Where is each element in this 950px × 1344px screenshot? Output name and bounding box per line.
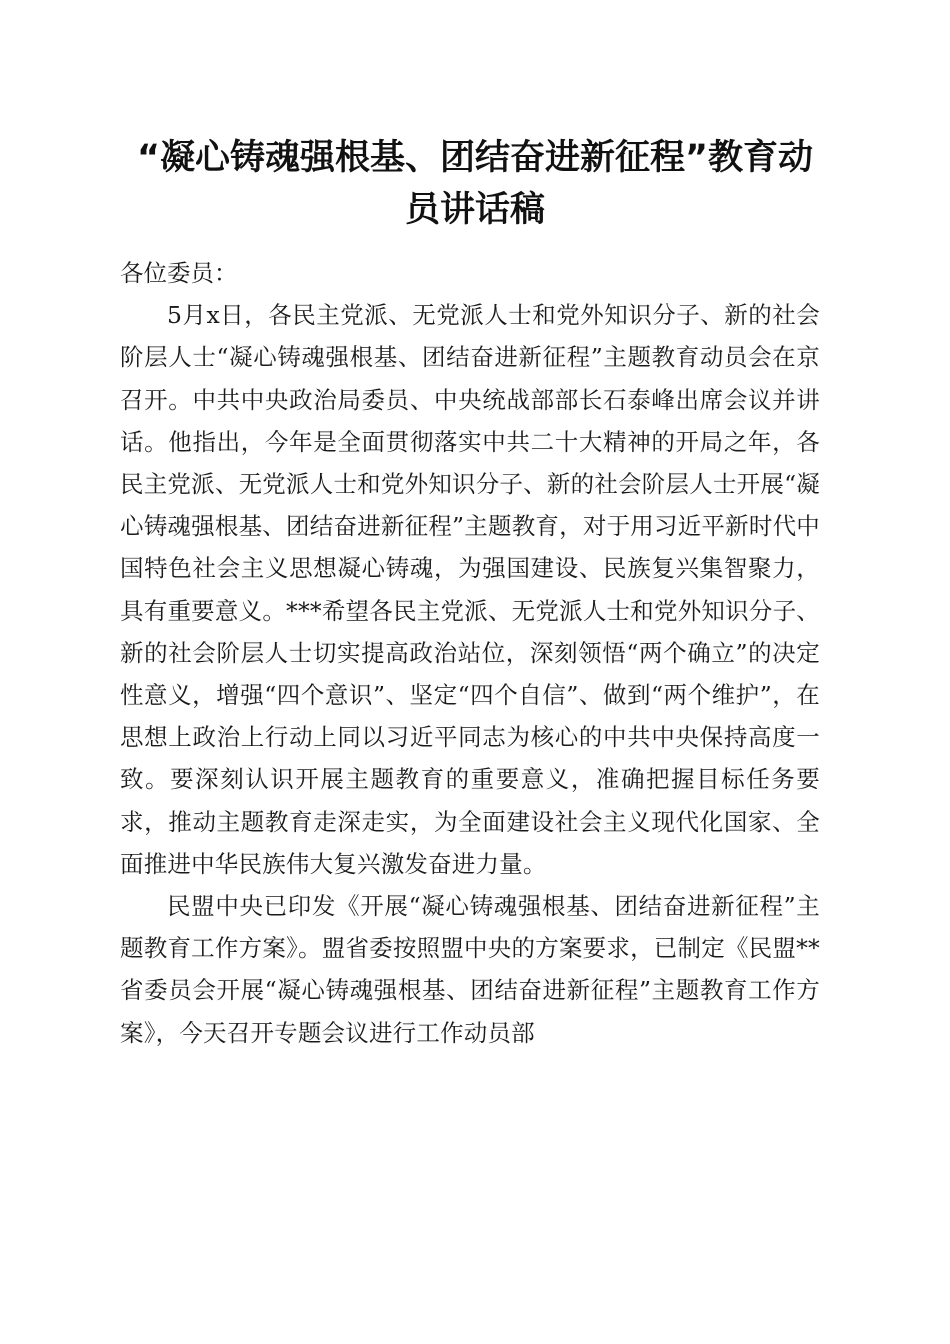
body-paragraph-2: 民盟中央已印发《开展“凝心铸魂强根基、团结奋进新征程”主题教育工作方案》。盟省委按照盟中央的方案要求，已制定《民盟**省委员会开展“凝心铸魂强根基、团结奋进新征程”主题教育工作方案》，今天召开专题会议进行工作动员部 — [120, 892, 820, 1047]
document-body — [120, 252, 820, 1054]
salutation: 各位委员： — [120, 259, 238, 287]
body-paragraph-1: 5月x日，各民主党派、无党派人士和党外知识分子、新的社会阶层人士“凝心铸魂强根基、团结奋进新征程”主题教育动员会在京召开。中共中央政治局委员、中央统战部部长石泰峰出席会议并讲话。他指出，今年是全面贯彻落实中共二十大精神的开局之年，各民主党派、无党派人士和党外知识分子、新的社会阶层人士开展“凝心铸魂强根基、团结奋进新征程”主题教育，对于用习近平新时代中国特色社会主义思想凝心铸魂，为强国建设、民族复兴集智聚力，具有重要意义。***希望各民主党派、无党派人士和党外知识分子、新的社会阶层人士切实提高政治站位，深刻领悟“两个确立”的决定性意义，增强“四个意识”、坚定“四个自信”、做到“两个维护”，在思想上政治上行动上同以习近平同志为核心的中共中央保持高度一致。要深刻认识开展主题教育的重要意义，准确把握目标任务要求，推动主题教育走深走实，为全面建设社会主义现代化国家、全面推进中华民族伟大复兴激发奋进力量。 — [120, 301, 820, 878]
document-title: “凝心铸魂强根基、团结奋进新征程”教育动员讲话稿 — [136, 138, 813, 230]
